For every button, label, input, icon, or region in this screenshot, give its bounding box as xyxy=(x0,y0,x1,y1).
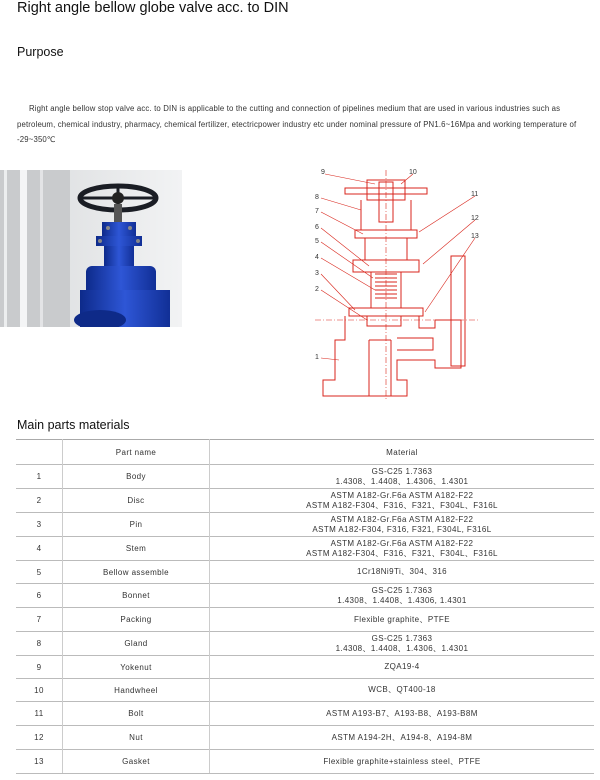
row-number: 4 xyxy=(16,537,63,561)
material-line-2: 1.4308、1.4408、1.4306、1.4301 xyxy=(335,476,469,486)
row-part-name: Bolt xyxy=(63,702,210,726)
row-part-name: Packing xyxy=(63,608,210,632)
header-part-name: Part name xyxy=(63,440,210,465)
callout-3: 3 xyxy=(315,270,319,277)
page-title: Right angle bellow globe valve acc. to DIN xyxy=(17,0,289,16)
material-line-1: WCB、QT400-18 xyxy=(368,685,436,694)
row-material xyxy=(210,489,595,513)
callout-6: 6 xyxy=(315,224,319,231)
row-number: 8 xyxy=(16,632,63,656)
callout-9: 9 xyxy=(321,169,325,176)
row-number: 3 xyxy=(16,513,63,537)
row-part-name: Pin xyxy=(63,513,210,537)
table-row xyxy=(16,465,594,489)
row-part-name: Disc xyxy=(63,489,210,513)
row-number: 12 xyxy=(16,726,63,750)
callout-1: 1 xyxy=(315,354,319,361)
material-line-1: GS-C25 1.7363 xyxy=(371,585,433,595)
row-number: 13 xyxy=(16,750,63,774)
row-number: 2 xyxy=(16,489,63,513)
callout-5: 5 xyxy=(315,238,319,245)
material-line-2: ASTM A182-F304、F316、F321、F304L、F316L xyxy=(306,500,498,510)
table-row xyxy=(16,726,594,750)
row-material xyxy=(210,656,595,679)
row-part-name: Gland xyxy=(63,632,210,656)
material-line-1: ASTM A194-2H、A194-8、A194-8M xyxy=(331,732,473,742)
material-line-1: ASTM A182-Gr.F6a ASTM A182-F22 xyxy=(330,490,474,500)
row-material xyxy=(210,561,595,584)
row-part-name: Handwheel xyxy=(63,679,210,702)
row-number: 7 xyxy=(16,608,63,632)
row-part-name: Gasket xyxy=(63,750,210,774)
material-line-2: 1.4308、1.4408、1.4306, 1.4301 xyxy=(337,595,467,605)
purpose-text: Right angle bellow stop valve acc. to DIN is applicable to the cutting and connection of pipelines medium that are used in various industries such as petroleum, chemical industry, pharmacy, chemical fertilizer, etectricpower industry etc under nominal pressure of PN1.6~16Mpa and working temperature of -29~350℃ xyxy=(17,104,577,145)
material-line-1: GS-C25 1.7363 xyxy=(371,466,433,476)
material-line-1: ASTM A193-B7、A193-B8、A193-B8M xyxy=(326,708,478,718)
material-line-1: GS-C25 1.7363 xyxy=(371,633,433,643)
header-material: Material xyxy=(210,440,595,465)
valve-photo xyxy=(0,170,182,327)
row-material xyxy=(210,584,595,608)
row-number: 10 xyxy=(16,679,63,702)
row-material xyxy=(210,679,595,702)
valve-section-drawing xyxy=(305,160,495,400)
row-material xyxy=(210,726,595,750)
row-material xyxy=(210,750,595,774)
material-line-1: ZQA19-4 xyxy=(384,662,420,671)
callout-12: 12 xyxy=(471,215,479,222)
row-number: 11 xyxy=(16,702,63,726)
callout-4: 4 xyxy=(315,254,319,261)
row-material xyxy=(210,465,595,489)
table-row xyxy=(16,537,594,561)
parts-heading: Main parts materials xyxy=(17,418,130,432)
row-number: 1 xyxy=(16,465,63,489)
row-part-name: Bellow assemble xyxy=(63,561,210,584)
table-row xyxy=(16,632,594,656)
material-line-1: 1Cr18Ni9Ti、304、316 xyxy=(356,567,448,576)
row-number: 6 xyxy=(16,584,63,608)
row-number: 9 xyxy=(16,656,63,679)
row-material xyxy=(210,513,595,537)
table-row xyxy=(16,656,594,679)
row-part-name: Bonnet xyxy=(63,584,210,608)
parts-materials-table xyxy=(16,439,594,774)
callout-7: 7 xyxy=(315,208,319,215)
row-material xyxy=(210,537,595,561)
callout-10: 10 xyxy=(409,169,417,176)
row-part-name: Nut xyxy=(63,726,210,750)
table-row xyxy=(16,702,594,726)
row-number: 5 xyxy=(16,561,63,584)
row-part-name: Body xyxy=(63,465,210,489)
table-row xyxy=(16,608,594,632)
row-material xyxy=(210,608,595,632)
callout-13: 13 xyxy=(471,233,479,240)
header-number xyxy=(16,440,63,465)
material-line-2: ASTM A182-F304, F316, F321, F304L, F316L xyxy=(312,524,492,534)
table-row xyxy=(16,489,594,513)
material-line-2: ASTM A182-F304、F316、F321、F304L、F316L xyxy=(306,548,498,558)
row-material xyxy=(210,632,595,656)
row-part-name: Stem xyxy=(63,537,210,561)
material-line-1: ASTM A182-Gr.F6a ASTM A182-F22 xyxy=(330,514,474,524)
table-row xyxy=(16,679,594,702)
material-line-2: 1.4308、1.4408、1.4306、1.4301 xyxy=(335,643,469,653)
purpose-heading: Purpose xyxy=(17,45,64,59)
table-row xyxy=(16,750,594,774)
table-row xyxy=(16,584,594,608)
callout-11: 11 xyxy=(471,191,479,198)
material-line-1: Flexible graphite+stainless steel、PTFE xyxy=(323,756,481,766)
callout-8: 8 xyxy=(315,194,319,201)
material-line-1: Flexible graphite、PTFE xyxy=(354,614,450,624)
callout-2: 2 xyxy=(315,286,319,293)
table-header-row xyxy=(16,440,594,465)
row-part-name: Yokenut xyxy=(63,656,210,679)
table-row xyxy=(16,561,594,584)
row-material xyxy=(210,702,595,726)
table-row xyxy=(16,513,594,537)
material-line-1: ASTM A182-Gr.F6a ASTM A182-F22 xyxy=(330,538,474,548)
